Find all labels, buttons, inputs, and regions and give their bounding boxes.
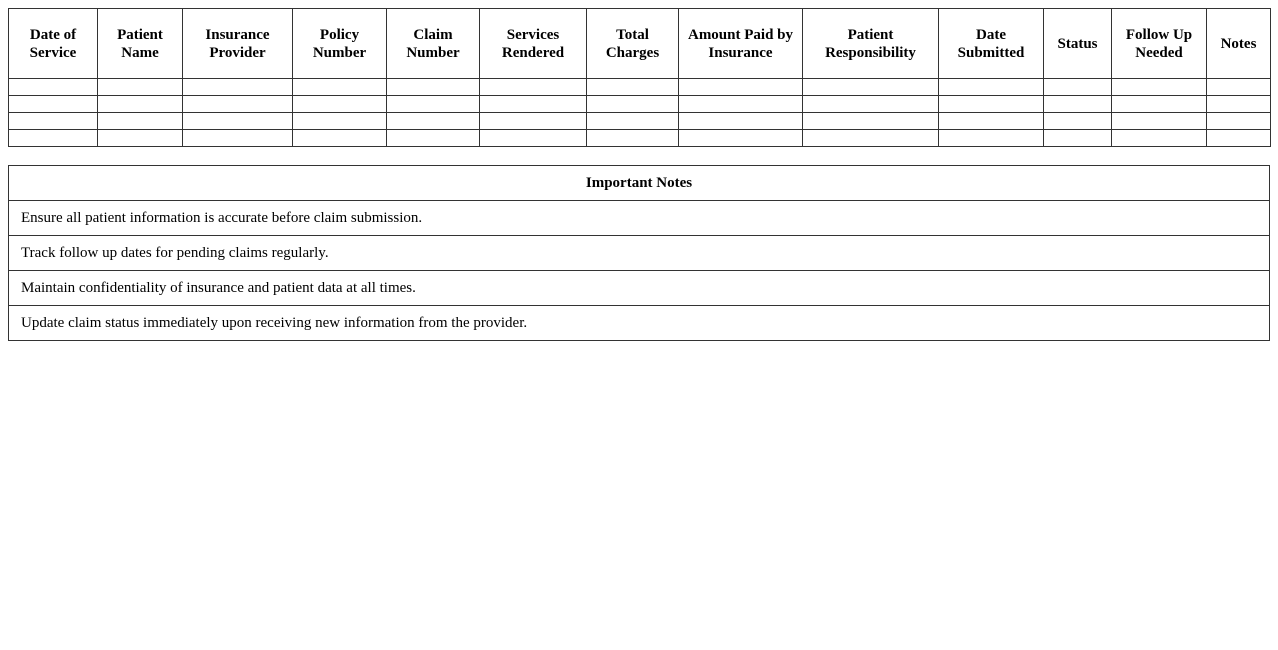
column-header: Claim Number — [387, 9, 480, 79]
table-cell[interactable] — [679, 130, 803, 147]
table-cell[interactable] — [939, 96, 1044, 113]
column-header: Follow Up Needed — [1112, 9, 1207, 79]
column-header: Policy Number — [293, 9, 387, 79]
table-cell[interactable] — [98, 130, 183, 147]
table-cell[interactable] — [939, 113, 1044, 130]
table-cell[interactable] — [9, 113, 98, 130]
table-cell[interactable] — [803, 96, 939, 113]
table-cell[interactable] — [293, 79, 387, 96]
table-cell[interactable] — [587, 113, 679, 130]
table-cell[interactable] — [480, 130, 587, 147]
table-cell[interactable] — [9, 130, 98, 147]
claims-table — [8, 8, 1271, 147]
table-cell[interactable] — [387, 130, 480, 147]
table-cell[interactable] — [803, 113, 939, 130]
table-row — [9, 79, 1271, 96]
table-cell[interactable] — [1207, 130, 1271, 147]
header-row — [9, 9, 1271, 79]
table-cell[interactable] — [387, 79, 480, 96]
notes-title: Important Notes — [9, 166, 1270, 201]
column-header: Notes — [1207, 9, 1271, 79]
table-cell[interactable] — [387, 96, 480, 113]
table-cell[interactable] — [1044, 113, 1112, 130]
table-cell[interactable] — [1044, 96, 1112, 113]
table-cell[interactable] — [587, 79, 679, 96]
column-header: Services Rendered — [480, 9, 587, 79]
column-header: Patient Responsibility — [803, 9, 939, 79]
table-row — [9, 96, 1271, 113]
column-header: Total Charges — [587, 9, 679, 79]
table-cell[interactable] — [293, 96, 387, 113]
table-cell[interactable] — [183, 96, 293, 113]
table-cell[interactable] — [387, 113, 480, 130]
table-cell[interactable] — [480, 96, 587, 113]
table-cell[interactable] — [1207, 96, 1271, 113]
table-cell[interactable] — [939, 79, 1044, 96]
table-cell[interactable] — [293, 130, 387, 147]
table-cell[interactable] — [293, 113, 387, 130]
table-cell[interactable] — [679, 79, 803, 96]
column-header: Patient Name — [98, 9, 183, 79]
table-cell[interactable] — [803, 79, 939, 96]
table-cell[interactable] — [480, 79, 587, 96]
table-cell[interactable] — [587, 96, 679, 113]
table-cell[interactable] — [939, 130, 1044, 147]
table-cell[interactable] — [1112, 130, 1207, 147]
note-item: Track follow up dates for pending claims regularly. — [9, 236, 1270, 271]
table-cell[interactable] — [98, 79, 183, 96]
table-cell[interactable] — [1044, 130, 1112, 147]
table-cell[interactable] — [1207, 113, 1271, 130]
note-item: Maintain confidentiality of insurance and patient data at all times. — [9, 271, 1270, 306]
note-item: Update claim status immediately upon receiving new information from the provider. — [9, 306, 1270, 341]
table-cell[interactable] — [1207, 79, 1271, 96]
important-notes-table — [8, 165, 1270, 341]
table-cell[interactable] — [9, 96, 98, 113]
table-cell[interactable] — [183, 130, 293, 147]
table-cell[interactable] — [679, 113, 803, 130]
table-cell[interactable] — [1044, 79, 1112, 96]
table-row — [9, 130, 1271, 147]
table-cell[interactable] — [1112, 113, 1207, 130]
table-cell[interactable] — [9, 79, 98, 96]
table-cell[interactable] — [98, 113, 183, 130]
table-cell[interactable] — [679, 96, 803, 113]
table-cell[interactable] — [98, 96, 183, 113]
table-row — [9, 113, 1271, 130]
table-cell[interactable] — [803, 130, 939, 147]
table-cell[interactable] — [480, 113, 587, 130]
column-header: Status — [1044, 9, 1112, 79]
note-item: Ensure all patient information is accurate before claim submission. — [9, 201, 1270, 236]
table-cell[interactable] — [183, 79, 293, 96]
column-header: Amount Paid by Insurance — [679, 9, 803, 79]
table-cell[interactable] — [1112, 79, 1207, 96]
table-cell[interactable] — [183, 113, 293, 130]
column-header: Date of Service — [9, 9, 98, 79]
column-header: Insurance Provider — [183, 9, 293, 79]
table-cell[interactable] — [1112, 96, 1207, 113]
table-cell[interactable] — [587, 130, 679, 147]
column-header: Date Submitted — [939, 9, 1044, 79]
